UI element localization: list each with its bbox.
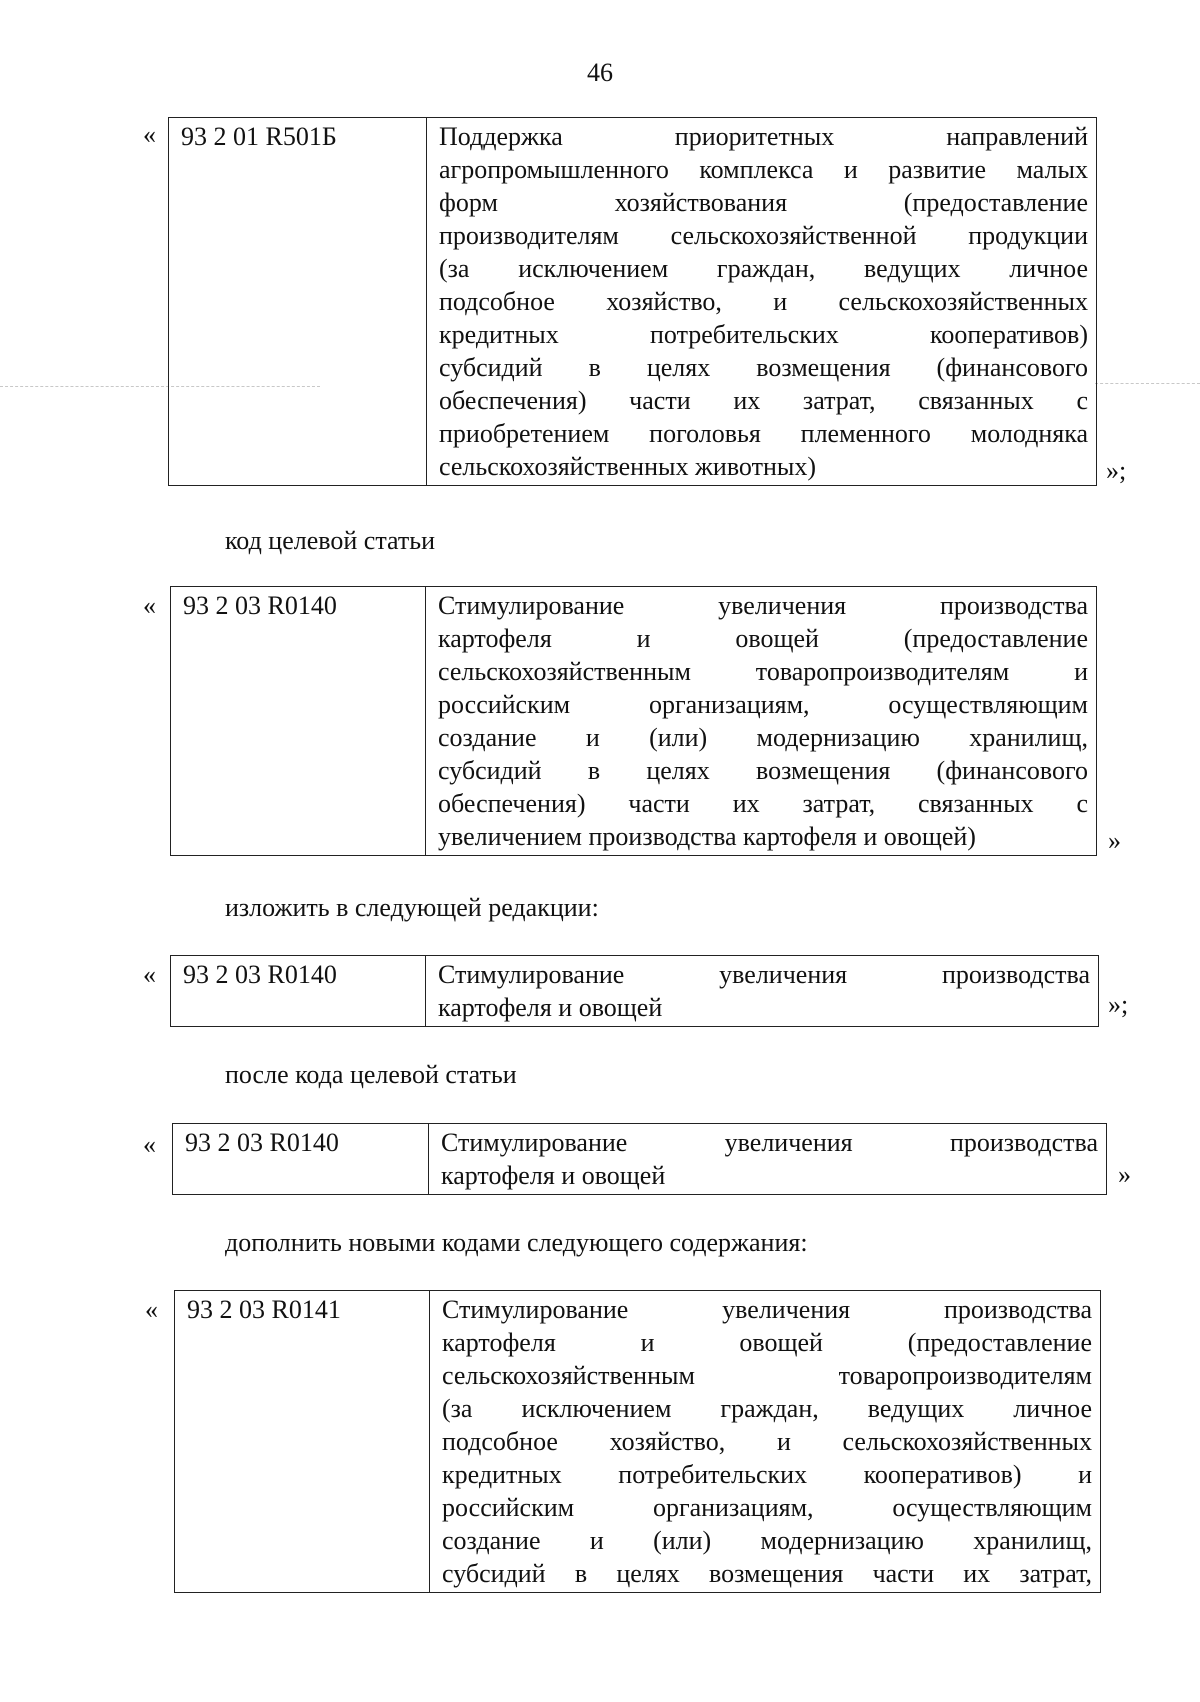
- target-article-code: 93 2 03 R0140: [171, 956, 426, 1027]
- description-line: приобретением поголовья племенного молодняка: [439, 419, 1088, 448]
- instruction-paragraph: после кода целевой статьи: [225, 1060, 517, 1089]
- description-line: картофеля и овощей (предоставление: [442, 1328, 1092, 1357]
- description-line: создание и (или) модернизацию хранилищ,: [442, 1526, 1092, 1555]
- description-line: увеличением производства картофеля и овощей): [438, 822, 976, 851]
- code-table: [170, 955, 1099, 1027]
- description-line: субсидий в целях возмещения (финансового: [439, 353, 1088, 382]
- code-table: [172, 1123, 1107, 1195]
- description-line: кредитных потребительских кооперативов) и: [442, 1460, 1092, 1489]
- description-line: Стимулирование увеличения производства: [441, 1128, 1098, 1157]
- description-line: создание и (или) модернизацию хранилищ,: [438, 723, 1088, 752]
- code-table: [168, 117, 1097, 486]
- opening-quote: «: [143, 591, 156, 620]
- code-table: [174, 1290, 1101, 1593]
- description-line: Поддержка приоритетных направлений: [439, 122, 1088, 151]
- page-number: 46: [587, 58, 613, 87]
- description-line: субсидий в целях возмещения (финансового: [438, 756, 1088, 785]
- description-line: сельскохозяйственным товаропроизводителям и: [438, 657, 1088, 686]
- target-article-description: [429, 1124, 1107, 1195]
- description-line: сельскохозяйственных животных): [439, 452, 816, 481]
- instruction-paragraph: код целевой статьи: [225, 526, 435, 555]
- description-line: (за исключением граждан, ведущих личное: [442, 1394, 1092, 1423]
- table-row: [173, 1124, 1107, 1195]
- table-row: [175, 1291, 1101, 1593]
- description-line: сельскохозяйственным товаропроизводителям: [442, 1361, 1092, 1390]
- description-line: субсидий в целях возмещения части их затрат,: [442, 1559, 1092, 1588]
- opening-quote: «: [143, 120, 156, 149]
- instruction-paragraph: дополнить новыми кодами следующего содержания:: [225, 1228, 808, 1257]
- description-line: обеспечения) части их затрат, связанных с: [438, 789, 1088, 818]
- description-line: (за исключением граждан, ведущих личное: [439, 254, 1088, 283]
- description-line: картофеля и овощей: [441, 1161, 666, 1190]
- table-row: [171, 587, 1097, 856]
- opening-quote: «: [143, 1130, 156, 1159]
- code-table: [170, 586, 1097, 856]
- target-article-code: 93 2 03 R0140: [173, 1124, 429, 1195]
- opening-quote: «: [143, 960, 156, 989]
- table-row: [169, 118, 1097, 486]
- description-line: агропромышленного комплекса и развитие малых: [439, 155, 1088, 184]
- description-line: Стимулирование увеличения производства: [438, 591, 1088, 620]
- target-article-code: 93 2 01 R501Б: [169, 118, 427, 486]
- description-line: картофеля и овощей: [438, 993, 663, 1022]
- description-line: кредитных потребительских кооперативов): [439, 320, 1088, 349]
- description-line: Стимулирование увеличения производства: [438, 960, 1090, 989]
- scan-artifact-line: [1095, 383, 1200, 384]
- description-line: подсобное хозяйство, и сельскохозяйственных: [439, 287, 1088, 316]
- description-line: Стимулирование увеличения производства: [442, 1295, 1092, 1324]
- opening-quote: «: [145, 1295, 158, 1324]
- instruction-paragraph: изложить в следующей редакции:: [225, 893, 599, 922]
- closing-quote: »: [1118, 1160, 1131, 1189]
- target-article-code: 93 2 03 R0140: [171, 587, 426, 856]
- description-line: обеспечения) части их затрат, связанных с: [439, 386, 1088, 415]
- target-article-description: [430, 1291, 1101, 1593]
- target-article-description: [426, 587, 1097, 856]
- description-line: картофеля и овощей (предоставление: [438, 624, 1088, 653]
- description-line: российским организациям, осуществляющим: [442, 1493, 1092, 1522]
- table-row: [171, 956, 1099, 1027]
- description-line: производителям сельскохозяйственной продукции: [439, 221, 1088, 250]
- description-line: российским организациям, осуществляющим: [438, 690, 1088, 719]
- description-line: форм хозяйствования (предоставление: [439, 188, 1088, 217]
- target-article-code: 93 2 03 R0141: [175, 1291, 430, 1593]
- closing-quote: »;: [1106, 456, 1127, 485]
- target-article-description: [427, 118, 1097, 486]
- closing-quote: »: [1108, 826, 1121, 855]
- description-line: подсобное хозяйство, и сельскохозяйственных: [442, 1427, 1092, 1456]
- target-article-description: [426, 956, 1099, 1027]
- closing-quote: »;: [1108, 990, 1129, 1019]
